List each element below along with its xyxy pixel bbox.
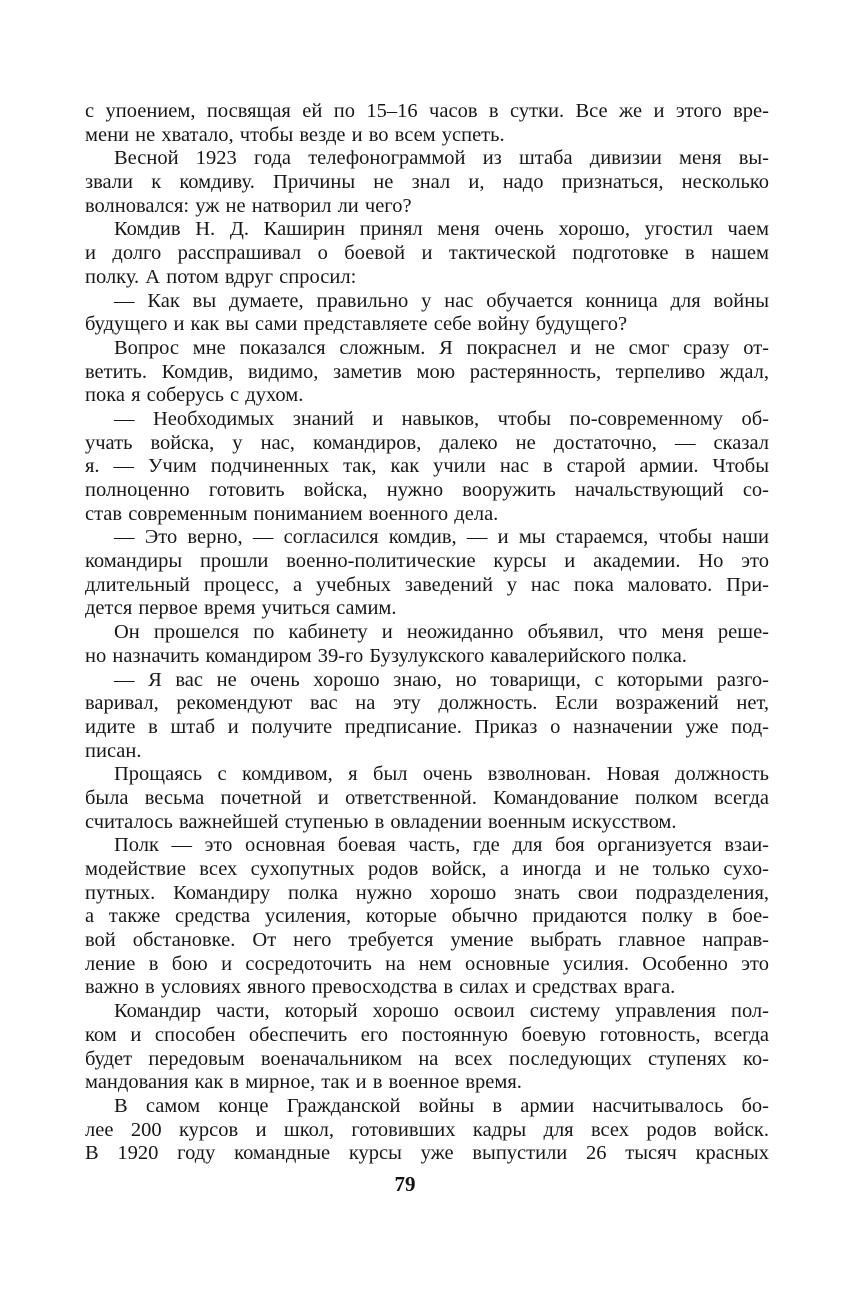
text-line: а также средства усиления, которые обычно придаются полку в бое- — [85, 905, 769, 928]
text-line: звали к комдиву. Причины не знал и, надо признаться, несколько — [85, 171, 769, 194]
text-block — [85, 100, 769, 1166]
text-line: но назначить командиром 39-го Бузулукского кавалерийского полка. — [85, 644, 687, 667]
text-line: Командир части, который хорошо освоил систему управления пол- — [114, 1000, 769, 1023]
text-line: В самом конце Гражданской войны в армии насчитывалось бо- — [114, 1094, 769, 1117]
text-line: — Как вы думаете, правильно у нас обучается конница для войны — [114, 289, 769, 312]
text-line: ком и способен обеспечить его постоянную боевую готовность, всегда — [85, 1023, 769, 1046]
text-line: учать войска, у нас, командиров, далеко не достаточно, — сказал — [85, 431, 769, 454]
text-line: с упоением, посвящая ей по 15–16 часов в сутки. Все же и этого вре- — [85, 100, 769, 122]
text-line: длительный процесс, а учебных заведений у нас пока маловато. При- — [85, 573, 769, 596]
text-line: будет передовым военачальником на всех последующих ступенях ко- — [85, 1047, 769, 1070]
text-line: Он прошелся по кабинету и неожиданно объявил, что меня реше- — [114, 621, 769, 644]
text-line: — Я вас не очень хорошо знаю, но товарищи, с которыми разго- — [114, 668, 769, 691]
text-line: мандования как в мирное, так и в военное время. — [85, 1071, 522, 1094]
text-line: ление в бою и сосредоточить на нем основные усилия. Особенно это — [85, 952, 769, 975]
text-line: пока я соберусь с духом. — [85, 384, 304, 407]
text-line: — Необходимых знаний и навыков, чтобы по-современному об- — [114, 407, 769, 430]
text-line: волновался: уж не натворил ли чего? — [85, 194, 412, 217]
text-line: Вопрос мне показался сложным. Я покраснел и не смог сразу от- — [114, 336, 769, 359]
text-line: став современным пониманием военного дела. — [85, 502, 499, 525]
text-line: Полк — это основная боевая часть, где для боя организуется взаи- — [114, 834, 769, 857]
text-line: варивал, рекомендуют вас на эту должность. Если возражений нет, — [85, 692, 769, 715]
text-line: Весной 1923 года телефонограммой из штаба дивизии меня вы- — [114, 147, 769, 170]
text-line: важно в условиях явного превосходства в силах и средствах врага. — [85, 976, 676, 999]
text-line: вой обстановке. От него требуется умение выбрать главное направ- — [85, 929, 769, 952]
text-line: командиры прошли военно-политические курсы и академии. Но это — [85, 550, 769, 573]
text-line: была весьма почетной и ответственной. Командование полком всегда — [85, 786, 769, 809]
text-line: мени не хватало, чтобы везде и во всем успеть. — [85, 123, 505, 146]
text-line: я. — Учим подчиненных так, как учили нас в старой армии. Чтобы — [85, 455, 769, 478]
text-line: будущего и как вы сами представляете себе войну будущего? — [85, 313, 628, 336]
text-line: путных. Командиру полка нужно хорошо знать свои подразделения, — [85, 881, 769, 904]
text-line: полноценно готовить войска, нужно вооружить начальствующий со- — [85, 479, 769, 501]
text-line: считалось важнейшей ступенью в овладении военным искусством. — [85, 810, 677, 833]
text-line: В 1920 году командные курсы уже выпустили 26 тысяч красных — [85, 1142, 769, 1165]
text-line: полку. А потом вдруг спросил: — [85, 265, 357, 288]
text-line: писан. — [85, 739, 142, 762]
text-line: идите в штаб и получите предписание. Приказ о назначении уже под- — [85, 715, 769, 738]
page-number: 79 — [394, 1172, 416, 1196]
text-line: лее 200 курсов и школ, готовивших кадры для всех родов войск. — [85, 1118, 769, 1141]
text-line: модействие всех сухопутных родов войск, а иногда и не только сухо- — [85, 858, 769, 880]
text-line: дется первое время учиться самим. — [85, 597, 397, 620]
text-line: Прощаясь с комдивом, я был очень взволнован. Новая должность — [114, 763, 769, 786]
text-line: и долго расспрашивал о боевой и тактической подготовке в нашем — [85, 242, 769, 265]
text-line: ветить. Комдив, видимо, заметив мою растерянность, терпеливо ждал, — [85, 360, 769, 383]
text-line: Комдив Н. Д. Каширин принял меня очень хорошо, угостил чаем — [114, 218, 769, 241]
text-line: — Это верно, — согласился комдив, — и мы стараемся, чтобы наши — [114, 526, 769, 549]
